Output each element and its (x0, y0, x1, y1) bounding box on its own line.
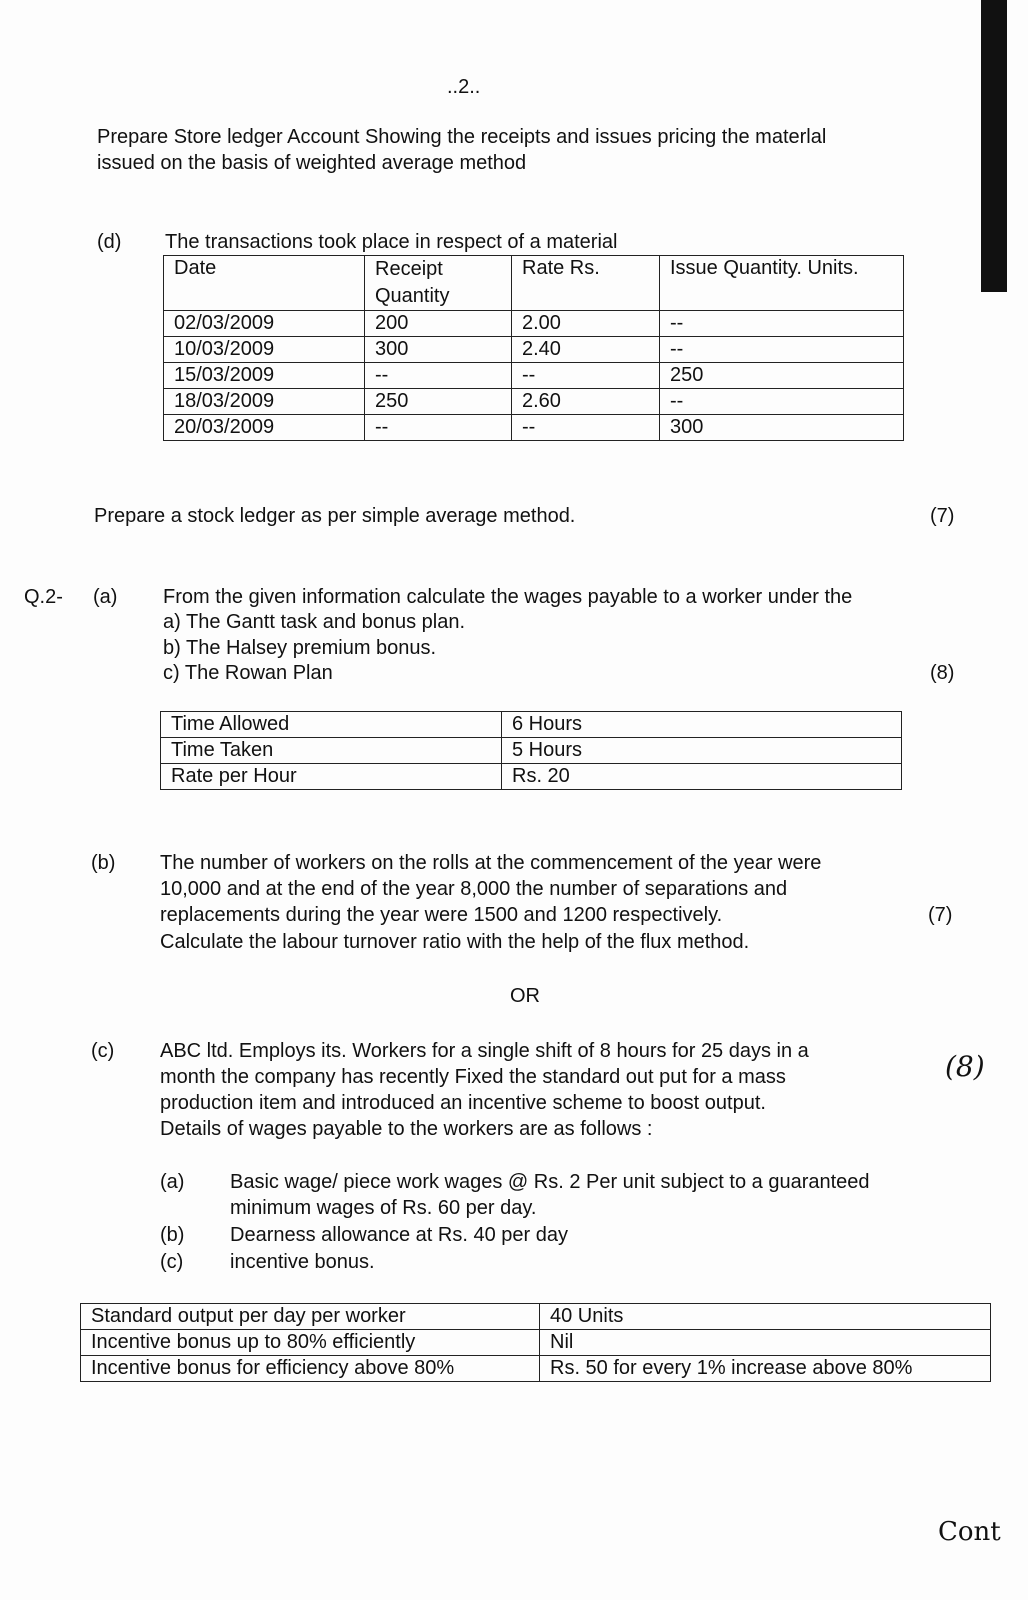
q2c-line: Details of wages payable to the workers are as follows : (160, 1118, 653, 1140)
intro-line: issued on the basis of weighted average method (97, 152, 527, 174)
part-d-text: The transactions took place in respect of a material (165, 231, 618, 253)
cell: -- (365, 363, 512, 389)
cell: 20/03/2009 (164, 415, 365, 441)
handwritten-continued: Cont (938, 1517, 1001, 1547)
item-line: Basic wage/ piece work wages @ Rs. 2 Per unit subject to a guaranteed (230, 1171, 870, 1193)
cell: -- (365, 415, 512, 441)
table-row (161, 764, 902, 790)
cell: Time Taken (161, 738, 502, 764)
item-line: incentive bonus. (230, 1251, 375, 1273)
q2c-line: ABC ltd. Employs its. Workers for a single shift of 8 hours for 25 days in a (160, 1040, 809, 1062)
intro-line: Prepare Store ledger Account Showing the receipts and issues pricing the materlal (97, 126, 827, 148)
cell: 15/03/2009 (164, 363, 365, 389)
part-d-instruction: Prepare a stock ledger as per simple average method. (94, 505, 576, 527)
cell: 250 (660, 363, 904, 389)
table-row (161, 712, 902, 738)
marks: (8) (930, 662, 955, 684)
cell: -- (660, 389, 904, 415)
header-cell: Issue Quantity. Units. (660, 256, 904, 311)
q2c-label: (c) (91, 1040, 115, 1062)
q2a-label: (a) (93, 586, 118, 608)
cell: Rs. 20 (502, 764, 902, 790)
question-number: Q.2- (24, 586, 63, 608)
item-line: minimum wages of Rs. 60 per day. (230, 1197, 537, 1219)
cell: 2.60 (512, 389, 660, 415)
q2c-line: month the company has recently Fixed the standard out put for a mass (160, 1066, 786, 1088)
cell: Time Allowed (161, 712, 502, 738)
table-row (164, 311, 904, 337)
part-d-label: (d) (97, 231, 122, 253)
q2b-line: replacements during the year were 1500 and 1200 respectively. (160, 904, 723, 926)
marks: (7) (930, 505, 955, 527)
scan-edge-mark (981, 0, 1007, 292)
cell: -- (512, 363, 660, 389)
cell: 2.00 (512, 311, 660, 337)
q2a-line: b) The Halsey premium bonus. (163, 637, 437, 659)
cell: 18/03/2009 (164, 389, 365, 415)
cell: 5 Hours (502, 738, 902, 764)
cell: 200 (365, 311, 512, 337)
q2a-line: a) The Gantt task and bonus plan. (163, 611, 466, 633)
header-cell: Rate Rs. (512, 256, 660, 311)
table-row (81, 1356, 991, 1382)
transactions-table (163, 255, 904, 441)
cell: Incentive bonus up to 80% efficiently (81, 1330, 540, 1356)
cell: -- (660, 311, 904, 337)
cell: -- (512, 415, 660, 441)
cell: 02/03/2009 (164, 311, 365, 337)
handwritten-marks: (8) (945, 1050, 985, 1083)
header-cell: Receipt Quantity (365, 256, 512, 311)
q2b-line: 10,000 and at the end of the year 8,000 the number of separations and (160, 878, 788, 900)
q2b-line: Calculate the labour turnover ratio with the help of the flux method. (160, 931, 750, 953)
cell: Rate per Hour (161, 764, 502, 790)
table-row (164, 363, 904, 389)
cell: Incentive bonus for efficiency above 80% (81, 1356, 540, 1382)
q2c-line: production item and introduced an incentive scheme to boost output. (160, 1092, 766, 1114)
cell: 6 Hours (502, 712, 902, 738)
cell: Standard output per day per worker (81, 1304, 540, 1330)
marks: (7) (928, 904, 953, 926)
item-line: Dearness allowance at Rs. 40 per day (230, 1224, 568, 1246)
table-header-row (164, 256, 904, 311)
cell: 10/03/2009 (164, 337, 365, 363)
header-cell: Date (164, 256, 365, 311)
item-label: (b) (160, 1224, 185, 1246)
table-row (164, 389, 904, 415)
page-number: ..2.. (447, 76, 481, 98)
cell: Rs. 50 for every 1% increase above 80% (540, 1356, 991, 1382)
cell: 300 (365, 337, 512, 363)
table-row (81, 1330, 991, 1356)
table-row (81, 1304, 991, 1330)
or-separator: OR (510, 985, 540, 1007)
table-row (164, 337, 904, 363)
table-row (161, 738, 902, 764)
cell: 250 (365, 389, 512, 415)
cell: 40 Units (540, 1304, 991, 1330)
cell: 2.40 (512, 337, 660, 363)
cell: -- (660, 337, 904, 363)
q2b-line: The number of workers on the rolls at the commencement of the year were (160, 852, 822, 874)
q2b-label: (b) (91, 852, 116, 874)
item-label: (c) (160, 1251, 184, 1273)
q2a-line: c) The Rowan Plan (163, 662, 333, 684)
q2a-line: From the given information calculate the wages payable to a worker under the (163, 586, 853, 608)
item-label: (a) (160, 1171, 185, 1193)
table-row (164, 415, 904, 441)
cell: 300 (660, 415, 904, 441)
incentive-table (80, 1303, 991, 1382)
time-table (160, 711, 902, 790)
cell: Nil (540, 1330, 991, 1356)
